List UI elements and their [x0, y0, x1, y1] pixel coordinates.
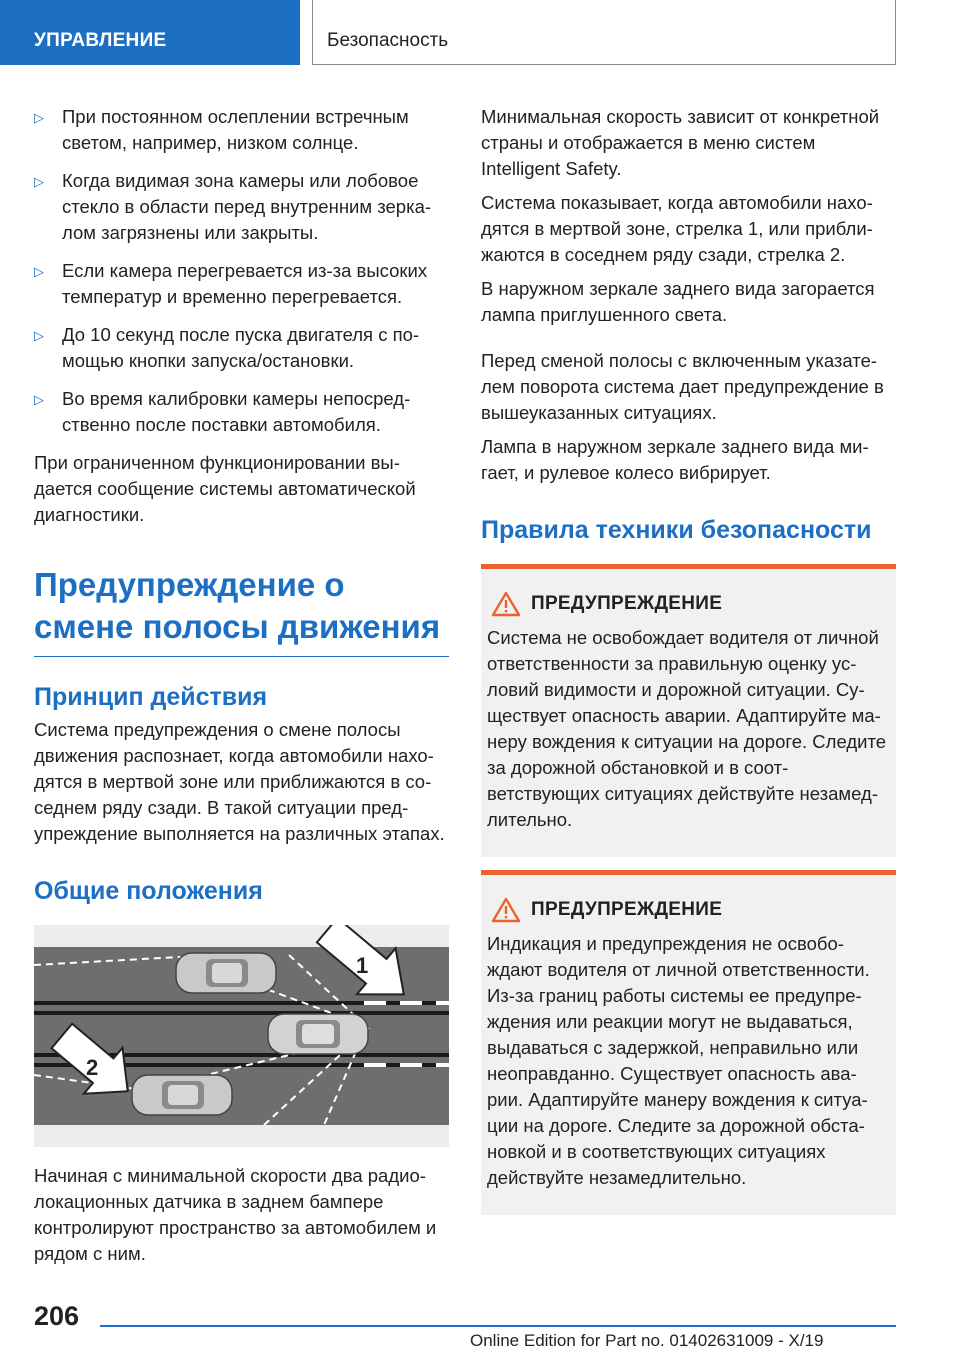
list-item: ▷ При постоянном ослеплении встречным светом, например, низком солнце. — [34, 106, 409, 153]
limitations-list — [34, 104, 449, 438]
car-own — [268, 1014, 368, 1054]
left-column — [34, 104, 449, 1267]
section-title: Предупреждение о смене полосы движения — [34, 564, 449, 657]
warning-triangle-icon — [491, 897, 521, 923]
principle-heading: Принцип действия — [34, 683, 268, 711]
triangle-bullet-icon: ▷ — [34, 174, 44, 189]
warning-title — [487, 591, 890, 617]
warning-label: ПРЕДУПРЕЖДЕНИЕ — [531, 593, 723, 614]
triangle-bullet-icon: ▷ — [34, 264, 44, 279]
list-item: ▷ Если камера перегревается из-за высоких температур и временно перегревается. — [34, 260, 428, 307]
turn-signal-paragraph: Перед сменой полосы с включенным указате-лем поворота система дает предупреждение в вышеуказанных ситуациях. — [481, 350, 884, 423]
lane-change-illustration — [34, 925, 449, 1147]
triangle-bullet-icon: ▷ — [34, 392, 44, 407]
svg-text:2: 2 — [86, 1055, 99, 1080]
principle-paragraph: Система предупреждения о смене полосы движения распознает, когда автомобили нахо-дятся в мертвой зоне или приближаются в со-седнем ряду сзади. В такой ситуации пред-упреждение выполняется на различных этапах. — [34, 719, 445, 844]
road-diagram — [34, 925, 449, 1147]
min-speed-paragraph: Минимальная скорость зависит от конкретной страны и отображается в меню систем Intelligent Safety. — [481, 106, 880, 179]
chapter-tab[interactable] — [0, 0, 300, 65]
warning-label: ПРЕДУПРЕЖДЕНИЕ — [531, 899, 723, 920]
triangle-bullet-icon: ▷ — [34, 328, 44, 343]
list-item: ▷ До 10 секунд после пуска двигателя с по-мощью кнопки запуска/остановки. — [34, 324, 420, 371]
edition-label: Online Edition for Part no. 01402631009 - X/19 — [470, 1331, 824, 1350]
triangle-bullet-icon: ▷ — [34, 110, 44, 125]
section-label: Безопасность — [327, 30, 449, 51]
sensors-paragraph: Начиная с минимальной скорости два радио-локационных датчика в заднем бампере контролируют пространство за автомобилем и рядом с ним. — [34, 1165, 437, 1264]
footer-divider — [100, 1325, 896, 1327]
list-item: ▷ Когда видимая зона камеры или лобовое стекло в области перед внутренним зерка-лом загрязнены или закрыты. — [34, 170, 432, 243]
page-number: 206 — [34, 1301, 80, 1331]
lamp-flash-paragraph: Лампа в наружном зеркале заднего вида ми-гает, и рулевое колесо вибрирует. — [481, 436, 869, 483]
warning-box — [481, 870, 896, 1215]
mirror-lamp-paragraph: В наружном зеркале заднего вида загорается лампа приглушенного света. — [481, 278, 875, 325]
warning-triangle-icon — [491, 591, 521, 617]
warning-box — [481, 564, 896, 857]
car-approaching — [132, 1075, 232, 1115]
safety-heading: Правила техники безопасности — [481, 516, 872, 544]
list-item: ▷ Во время калибровки камеры непосред-ственно после поставки автомобиля. — [34, 388, 411, 435]
car-blind-spot — [176, 953, 276, 993]
warning-text: Индикация и предупреждения не освобо-ждают водителя от личной ответственности. Из-за границ работы системы ее предупре-ждения или реакции могут не выдаваться, выдаваться с задержкой, неправильно или неоправданно. Существует опасность ава-рии. Адаптируйте манеру вождения к ситуа-ции на дороге. Следите за дорожной обста-новкой и в соответствующих ситуациях действуйте незамедлительно. — [487, 933, 870, 1188]
warning-title — [487, 897, 890, 923]
blind-spot-paragraph: Система показывает, когда автомобили нахо-дятся в мертвой зоне, стрелка 1, или прибли-жаются в соседнем ряду сзади, стрелка 2. — [481, 192, 873, 265]
limited-function-paragraph: При ограниченном функционировании вы-дается сообщение системы автоматической диагностики. — [34, 452, 416, 525]
section-header — [312, 0, 896, 65]
general-heading: Общие положения — [34, 877, 263, 905]
svg-text:1: 1 — [356, 953, 369, 978]
warning-text: Система не освобождает водителя от личной ответственности за правильную оценку ус-ловий видимости и дорожной ситуации. Су-ществует опасность аварии. Адаптируйте ма-неру вождения к ситуации на дороге. Следите за дорожной обстановкой и в соот-ветствующих ситуациях действуйте незамед-лительно. — [487, 627, 887, 830]
chapter-label: УПРАВЛЕНИЕ — [34, 30, 167, 51]
right-column — [481, 104, 896, 1215]
